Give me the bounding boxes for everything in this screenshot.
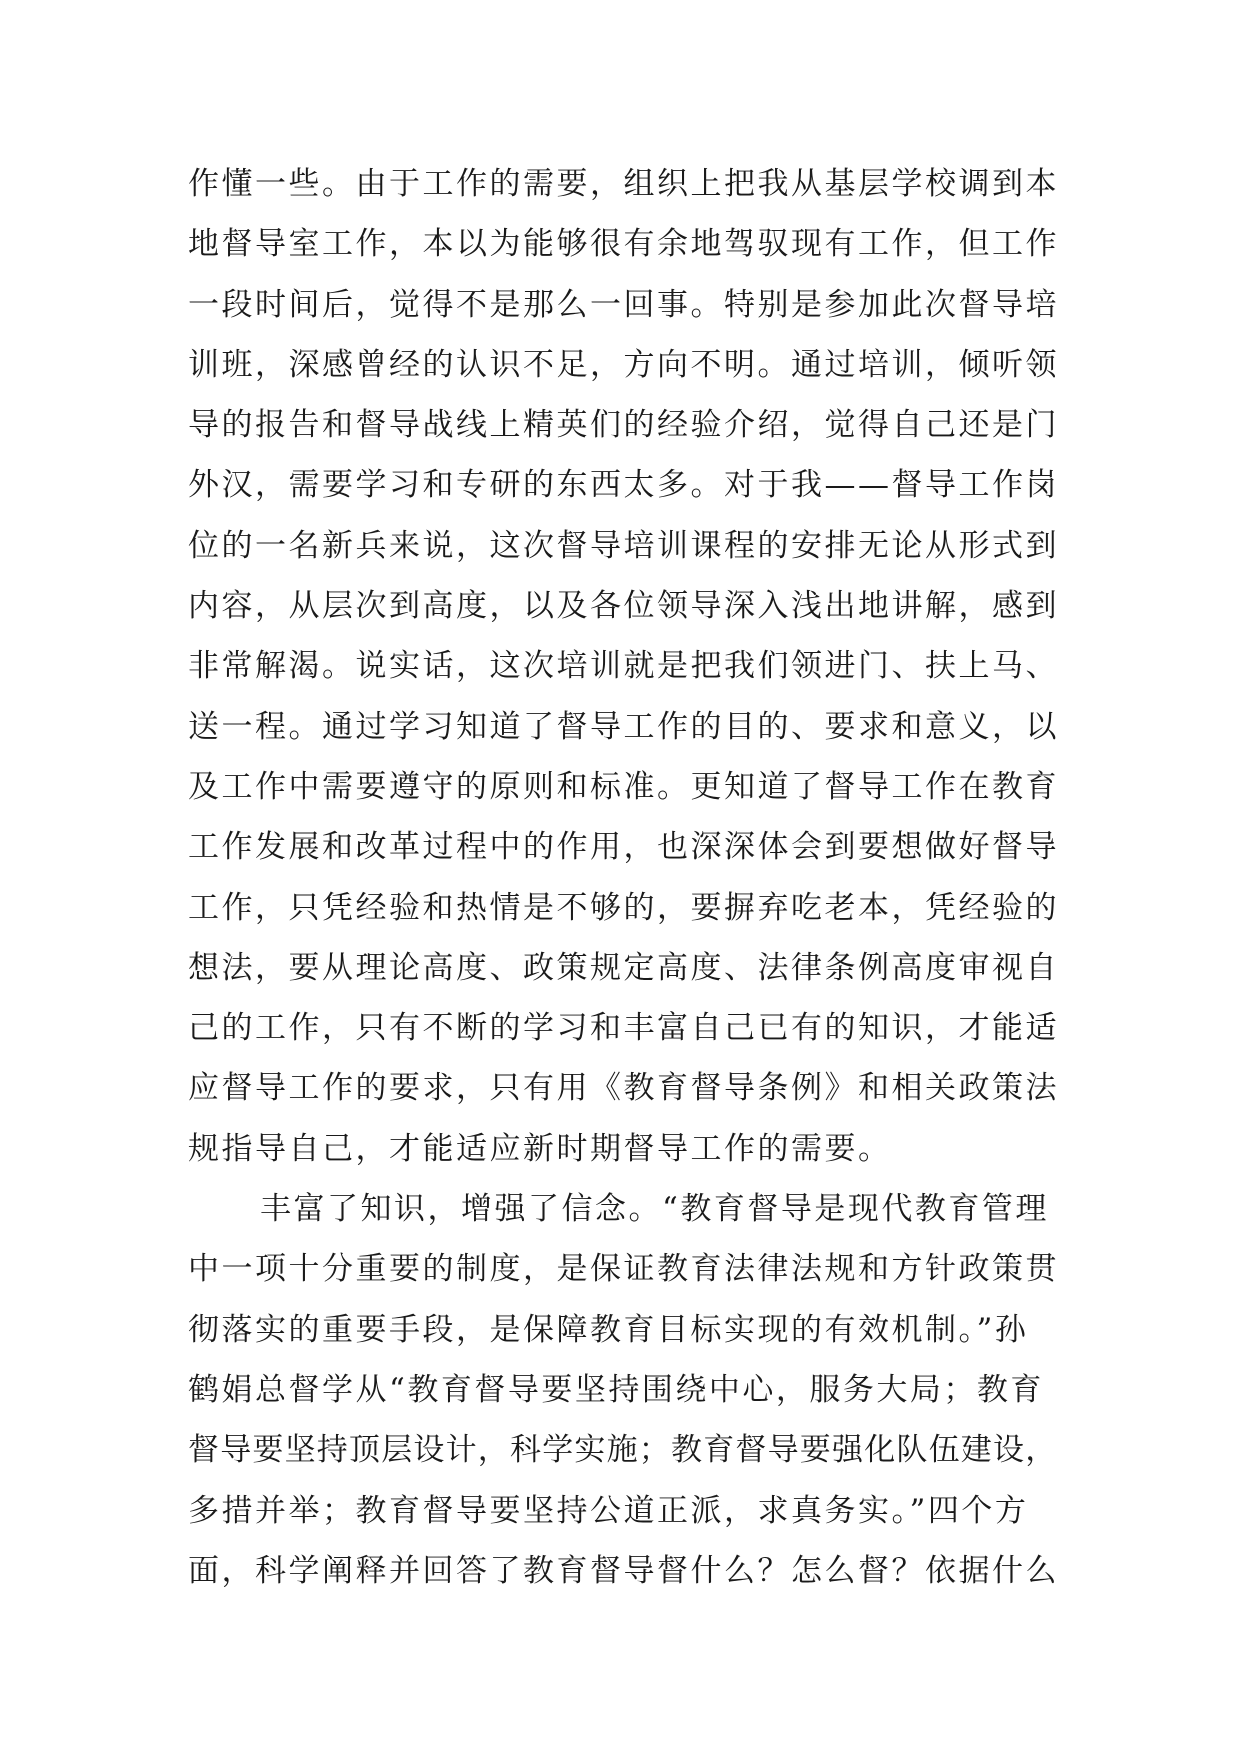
text-line: 多措并举；教育督导要坚持公道正派，求真务实。”四个方 — [188, 1492, 1029, 1529]
text-line: 应督导工作的要求，只有用《教育督导条例》和相关政策法 — [188, 1070, 1059, 1107]
text-line: 彻落实的重要手段，是保障教育目标实现的有效机制。”孙 — [188, 1311, 1029, 1348]
text-line: 内容，从层次到高度，以及各位领导深入浅出地讲解，感到 — [188, 588, 1059, 625]
text-line: 位的一名新兵来说，这次督导培训课程的安排无论从形式到 — [188, 527, 1059, 564]
text-line: 己的工作，只有不断的学习和丰富自己已有的知识，才能适 — [188, 1010, 1059, 1047]
text-line: 地督导室工作，本以为能够很有余地驾驭现有工作，但工作 — [188, 226, 1059, 263]
text-line: 送一程。通过学习知道了督导工作的目的、要求和意义，以 — [188, 708, 1059, 745]
paragraph-first-line: 丰富了知识，增强了信念。“教育督导是现代教育管理 — [260, 1191, 1049, 1228]
text-line: 面，科学阐释并回答了教育督导督什么？怎么督？依据什么 — [188, 1552, 1059, 1589]
text-line: 导的报告和督导战线上精英们的经验介绍，觉得自己还是门 — [188, 407, 1059, 444]
text-line: 督导要坚持顶层设计，科学实施；教育督导要强化队伍建设， — [188, 1432, 1058, 1469]
text-line: 鹤娟总督学从“教育督导要坚持围绕中心，服务大局；教育 — [188, 1371, 1044, 1408]
text-line: 想法，要从理论高度、政策规定高度、法律条例高度审视自 — [188, 949, 1059, 986]
text-line: 作懂一些。由于工作的需要，组织上把我从基层学校调到本 — [188, 166, 1059, 202]
text-line: 工作发展和改革过程中的作用，也深深体会到要想做好督导 — [188, 829, 1059, 866]
text-line: 及工作中需要遵守的原则和标准。更知道了督导工作在教育 — [188, 768, 1059, 805]
body-text — [188, 154, 1068, 1601]
text-line: 非常解渴。说实话，这次培训就是把我们领进门、扶上马、 — [188, 648, 1059, 685]
text-line: 中一项十分重要的制度，是保证教育法律法规和方针政策贯 — [188, 1251, 1059, 1288]
text-line: 工作，只凭经验和热情是不够的，要摒弃吃老本，凭经验的 — [188, 889, 1059, 926]
text-line: 训班，深感曾经的认识不足，方向不明。通过培训，倾听领 — [188, 346, 1059, 383]
text-line: 一段时间后，觉得不是那么一回事。特别是参加此次督导培 — [188, 286, 1059, 323]
text-line: 规指导自己，才能适应新时期督导工作的需要。 — [188, 1130, 892, 1167]
text-line: 外汉，需要学习和专研的东西太多。对于我——督导工作岗 — [188, 467, 1059, 504]
